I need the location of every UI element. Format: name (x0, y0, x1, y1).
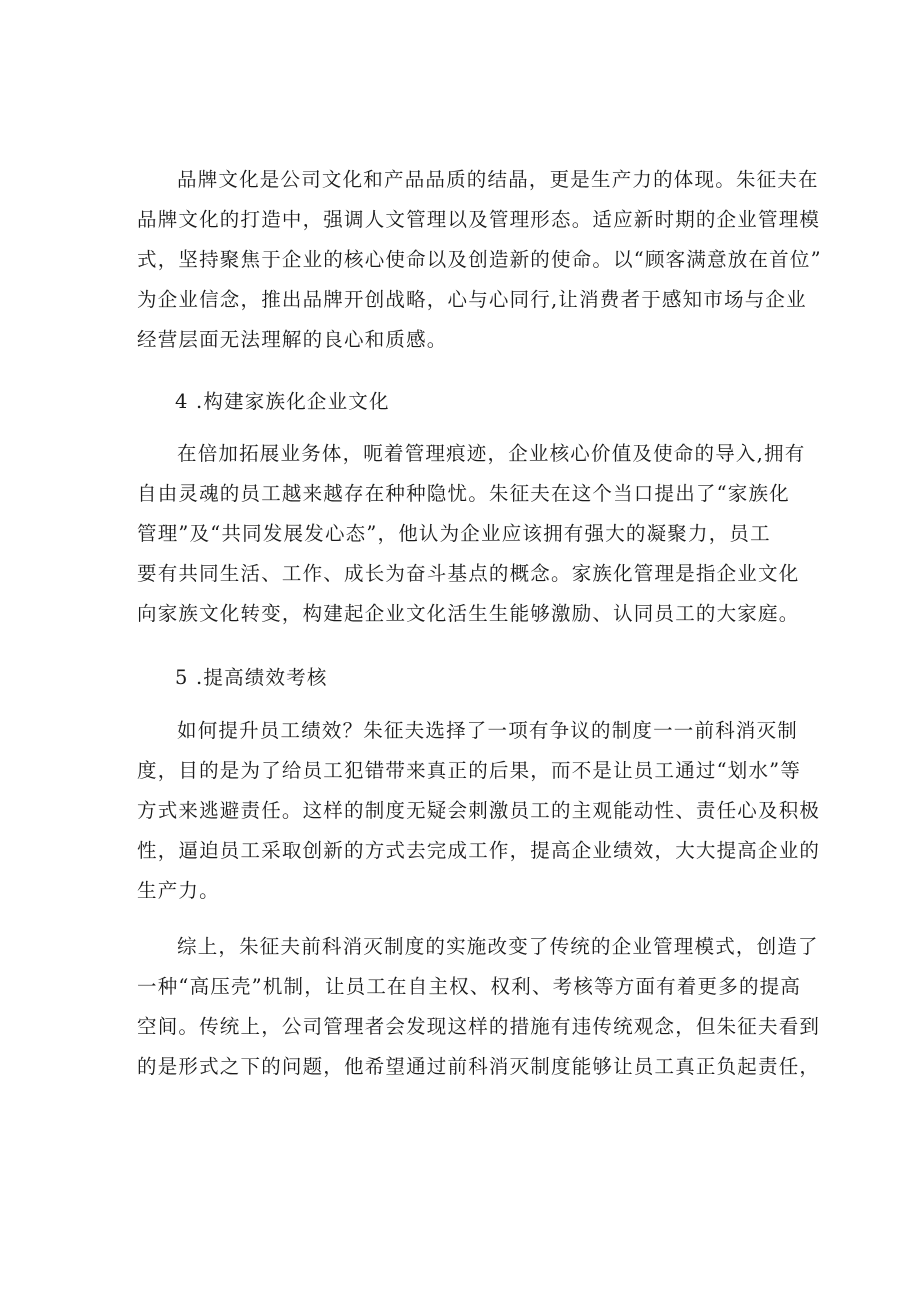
text-line: 在倍加拓展业务体，呃着管理痕迹，企业核心价值及使命的导入,拥有 (177, 442, 806, 465)
text-line: 性，逼迫员工采取创新的方式去完成工作，提高企业绩效，大大提高企业的 (137, 839, 821, 862)
text-line: 生产力。 (137, 879, 220, 902)
section-heading-5: 5 .提高绩效考核 (175, 666, 328, 689)
text-line: 综上，朱征夫前科消灭制度的实施改变了传统的企业管理模式，创造了 (177, 935, 819, 958)
text-line: 空间。传统上，公司管理者会发现这样的措施有违传统观念，但朱征夫看到 (137, 1015, 821, 1038)
text-line: 品牌文化的打造中，强调人文管理以及管理形态。适应新时期的企业管理模 (137, 208, 821, 231)
section-heading-4: 4 .构建家族化企业文化 (175, 390, 390, 413)
paragraph-summary (137, 927, 821, 1087)
text-line: 度，目的是为了给员工犯错带来真正的后果，而不是让员工通过“划水”等 (137, 759, 802, 782)
text-line: 向家族文化转变，构建起企业文化活生生能够激励、认同员工的大家庭。 (137, 602, 800, 625)
text-line: 的是形式之下的问题，他希望通过前科消灭制度能够让员工真正负起责任， (137, 1055, 821, 1078)
paragraph-brand-culture (137, 160, 822, 360)
text-line: 式，坚持聚焦于企业的核心使命以及创造新的使命。以“顾客满意放在首位” (137, 248, 822, 271)
paragraph-family-culture (137, 434, 806, 634)
paragraph-performance (137, 711, 821, 911)
text-line: 方式来逃避责任。这样的制度无疑会刺激员工的主观能动性、责任心及积极 (137, 799, 821, 822)
text-line: 一种“高压壳”机制，让员工在自主权、权利、考核等方面有着更多的提高 (137, 975, 802, 998)
text-line: 经营层面无法理解的良心和质感。 (137, 328, 448, 351)
text-line: 为企业信念，推出品牌开创战略，心与心同行,让消费者于感知市场与企业 (137, 288, 807, 311)
text-line: 要有共同生活、工作、成长为奋斗基点的概念。家族化管理是指企业文化 (137, 562, 800, 585)
text-line: 如何提升员工绩效？朱征夫选择了一项有争议的制度一一前科消灭制 (177, 719, 799, 742)
text-line: 管理”及“共同发展发心态”，他认为企业应该拥有强大的凝聚力，员工 (137, 522, 771, 545)
text-line: 品牌文化是公司文化和产品品质的结晶，更是生产力的体现。朱征夫在 (177, 168, 819, 191)
text-line: 自由灵魂的员工越来越存在种种隐忧。朱征夫在这个当口提出了“家族化 (137, 482, 790, 505)
